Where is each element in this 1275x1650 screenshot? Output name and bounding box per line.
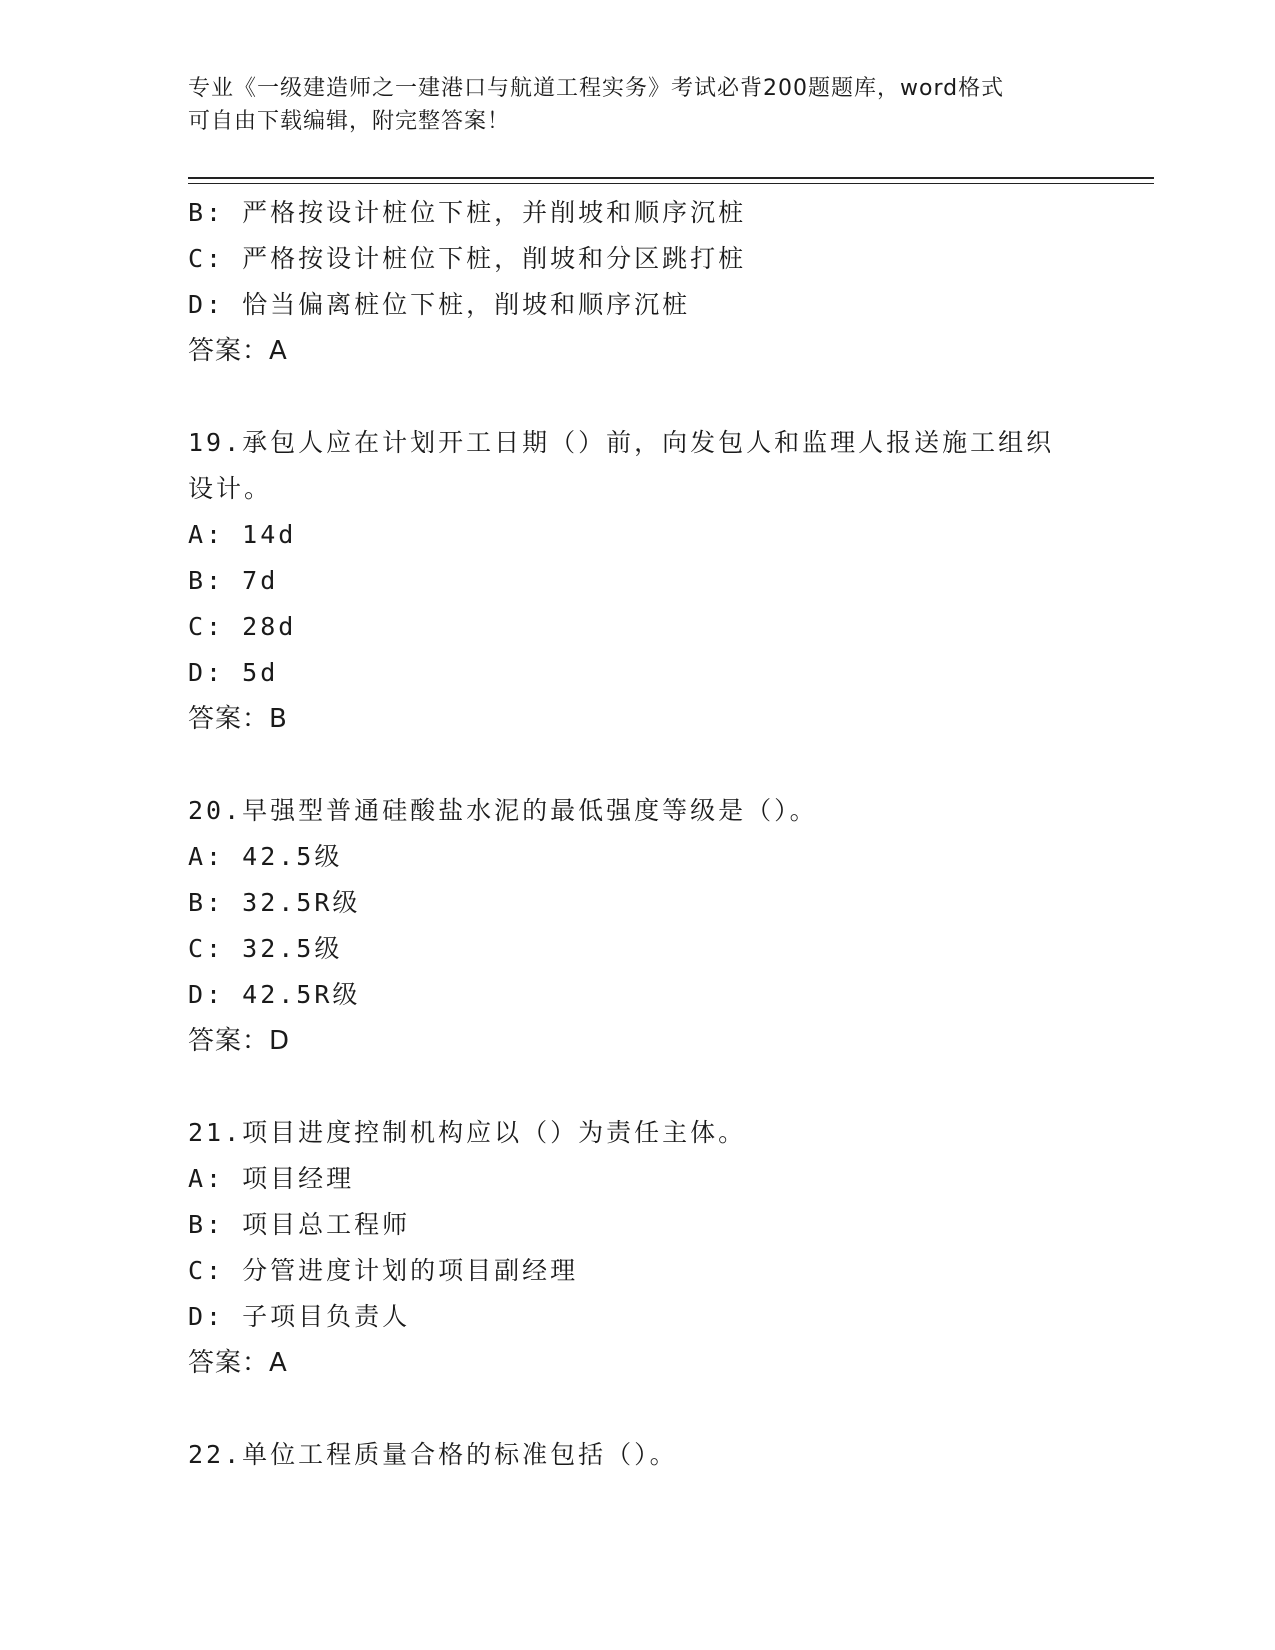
question-18-tail — [188, 190, 1088, 374]
option-c: C: 严格按设计桩位下桩，削坡和分区跳打桩 — [188, 244, 747, 273]
option-c: C: 分管进度计划的项目副经理 — [188, 1256, 579, 1285]
option-d: D: 42.5R级 — [188, 980, 361, 1009]
question-22 — [188, 1432, 1088, 1478]
option-c: C: 32.5级 — [188, 934, 343, 963]
option-b: B: 32.5R级 — [188, 888, 361, 917]
option-d: D: 5d — [188, 658, 279, 687]
header-rule-thin — [188, 183, 1154, 184]
header-rule-thick — [188, 177, 1154, 179]
question-stem: 19.承包人应在计划开工日期（）前，向发包人和监理人报送施工组织 — [188, 428, 1055, 457]
spacer — [188, 742, 1088, 788]
spacer — [188, 1386, 1088, 1432]
question-stem: 21.项目进度控制机构应以（）为责任主体。 — [188, 1118, 747, 1147]
option-a: A: 42.5级 — [188, 842, 343, 871]
spacer — [188, 1064, 1088, 1110]
answer: 答案：A — [188, 1348, 288, 1378]
option-b: B: 7d — [188, 566, 279, 595]
option-a: A: 项目经理 — [188, 1164, 355, 1193]
answer: 答案：A — [188, 336, 288, 366]
option-a: A: 14d — [188, 520, 297, 549]
header-line-1: 专业《一级建造师之一建港口与航道工程实务》考试必背200题题库，word格式 — [188, 76, 1005, 101]
option-c: C: 28d — [188, 612, 297, 641]
document-header — [188, 72, 1088, 138]
question-20 — [188, 788, 1088, 1064]
question-stem: 22.单位工程质量合格的标准包括（）。 — [188, 1440, 678, 1469]
question-stem-continued: 设计。 — [188, 474, 273, 503]
option-b: B: 严格按设计桩位下桩，并削坡和顺序沉桩 — [188, 198, 747, 227]
question-21 — [188, 1110, 1088, 1386]
option-d: D: 恰当偏离桩位下桩，削坡和顺序沉桩 — [188, 290, 691, 319]
question-list — [188, 190, 1088, 1478]
question-stem: 20.早强型普通硅酸盐水泥的最低强度等级是（）。 — [188, 796, 818, 825]
option-b: B: 项目总工程师 — [188, 1210, 411, 1239]
answer: 答案：D — [188, 1026, 291, 1056]
header-line-2: 可自由下载编辑，附完整答案！ — [188, 109, 511, 134]
spacer — [188, 374, 1088, 420]
option-d: D: 子项目负责人 — [188, 1302, 411, 1331]
answer: 答案：B — [188, 704, 288, 734]
question-19 — [188, 420, 1088, 742]
